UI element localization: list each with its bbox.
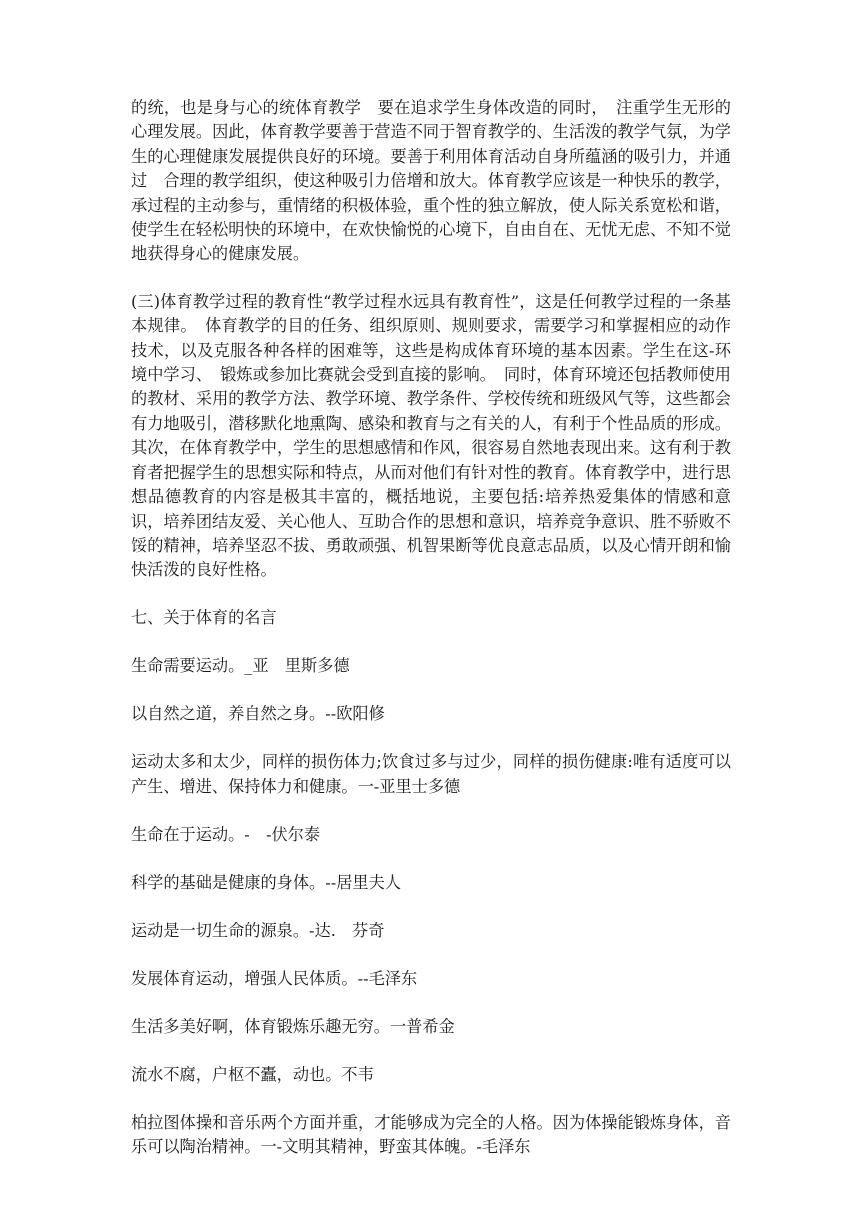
quote-item: 生命在于运动。- -伏尔泰 xyxy=(131,824,321,844)
quote-item: 运动太多和太少，同样的损伤体力;饮食过多与过少，同样的损伤健康:唯有适度可以产生、增进、保持体力和健康。一-亚里士多德 xyxy=(131,752,731,796)
quote-item: 生命需要运动。_亚 里斯多德 xyxy=(131,656,350,676)
section-heading-sports-quotes: 七、关于体育的名言 xyxy=(131,607,277,627)
quote-item: 科学的基础是健康的身体。--居里夫人 xyxy=(131,872,401,892)
quote-item: 流水不腐，户枢不蠹，动也。不韦 xyxy=(131,1064,374,1084)
document-page xyxy=(131,96,731,1183)
quote-list xyxy=(131,654,731,1159)
quote-item: 生活多美好啊，体育锻炼乐趣无穷。一普希金 xyxy=(131,1016,455,1036)
quote-item: 以自然之道，养自然之身。--欧阳修 xyxy=(131,704,385,724)
quote-item: 柏拉图体操和音乐两个方面并重，才能够成为完全的人格。因为体操能锻炼身体，音乐可以陶治精神。一-文明其精神，野蛮其体魄。-毛泽东 xyxy=(131,1112,731,1156)
body-paragraph-psychological-development: 的统，也是身与心的统体育教学 要在追求学生身体改造的同时， 注重学生无形的心理发展。因此，体育教学要善于营造不同于智育教学的、生活泼的教学气氛，为学生的心理健康发展提供良好的环境。要善于利用体育活动自身所蕴涵的吸引力，并通过 合理的教学组织，使这种吸引力倍增和放大。体育教学应该是一种快乐的教学，承过程的主动参与，重情绪的积极体验，重个性的独立解放，使人际关系宽松和谐，使学生在轻松明快的环境中，在欢快愉悦的心境下，自由自在、无忧无虑、不知不觉地获得身心的健康发展。 xyxy=(131,98,731,264)
body-paragraph-educational-nature: (三)体育教学过程的教育性“教学过程水远具有教育性”，这是任何教学过程的一条基本规律。 体育教学的目的任务、组织原则、规则要求，需要学习和掌握相应的动作技术，以及克服各种各样的困难等，这些是构成体育环境的基本因素。学生在这-环境中学习、 锻炼或参加比赛就会受到直接的影响。 同时，体育环境还包括教师使用的教材、采用的教学方法、教学环境、教学条件、学校传统和班级风气等，这些都会有力地吸引，潜移默化地熏陶、感染和教育与之有关的人，有利于个性品质的形成。其次，在体育教学中，学生的思想感情和作风，很容易自然地表现出来。这有利于教育者把握学生的思想实际和特点，从而对他们有针对性的教育。体育教学中，进行思想品德教育的内容是极其丰富的，概括地说，主要包括:培养热爱集体的情感和意识，培养团结友爱、关心他人、互助合作的思想和意识，培养竞争意识、胜不骄败不馁的精神，培养坚忍不拔、勇敢顽强、机智果断等优良意志品质，以及心情开朗和愉快活泼的良好性格。 xyxy=(131,291,731,580)
quote-item: 运动是一切生命的源泉。-达. 芬奇 xyxy=(131,920,385,940)
quote-item: 发展体育运动，增强人民体质。--毛泽东 xyxy=(131,968,418,988)
